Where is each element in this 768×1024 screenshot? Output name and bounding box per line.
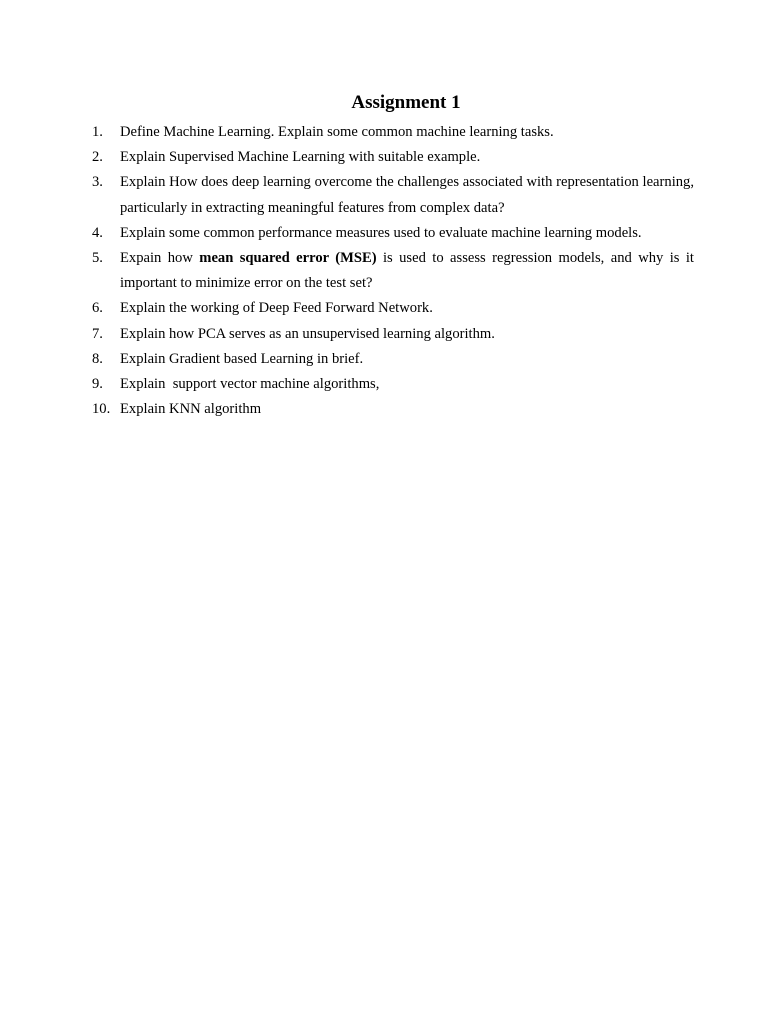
question-item-10 [92, 397, 694, 422]
question-number: 1. [92, 124, 103, 140]
question-number: 7. [92, 325, 103, 342]
question-number: 9. [92, 376, 103, 393]
question-number: 2. [92, 149, 103, 166]
question-text: Explain support vector machine algorithms, [120, 376, 380, 393]
question-text: Explain how PCA serves as an unsupervised learning algorithm. [120, 325, 495, 342]
question-list [92, 120, 694, 422]
question-text [120, 250, 694, 291]
question-item-4 [92, 221, 694, 246]
question-number: 10. [92, 401, 111, 418]
question-number: 5. [92, 250, 103, 267]
question-item-7 [92, 322, 694, 347]
question-item-5 [92, 246, 694, 296]
page-title: Assignment 1 [351, 92, 461, 113]
question-item-9 [92, 372, 694, 397]
question-text: Explain How does deep learning overcome the challenges associated with representation learning, particularly in extracting meaningful features from complex data? [120, 174, 694, 216]
question-text-before: Expain how [120, 250, 200, 267]
question-item-2 [92, 145, 694, 170]
question-text: Explain the working of Deep Feed Forward Network. [120, 300, 433, 317]
question-number: 6. [92, 300, 103, 317]
question-item-8 [92, 347, 694, 372]
question-text: Explain KNN algorithm [120, 401, 262, 418]
question-text: Explain Gradient based Learning in brief. [120, 350, 364, 367]
question-number: 4. [92, 224, 103, 241]
question-number: 8. [92, 350, 103, 367]
question-item-1 [92, 120, 694, 145]
question-text-bold: mean squared error (MSE) [199, 250, 377, 267]
question-item-3 [92, 170, 694, 220]
question-text-after: is used to assess regression models, and why is it important to minimize error on the test set? [120, 250, 694, 292]
question-text: Explain Supervised Machine Learning with suitable example. [120, 149, 481, 166]
question-number: 3. [92, 174, 103, 191]
question-item-6 [92, 296, 694, 321]
question-text: Explain some common performance measures used to evaluate machine learning models. [120, 224, 642, 241]
question-text: Define Machine Learning. Explain some common machine learning tasks. [120, 124, 554, 140]
